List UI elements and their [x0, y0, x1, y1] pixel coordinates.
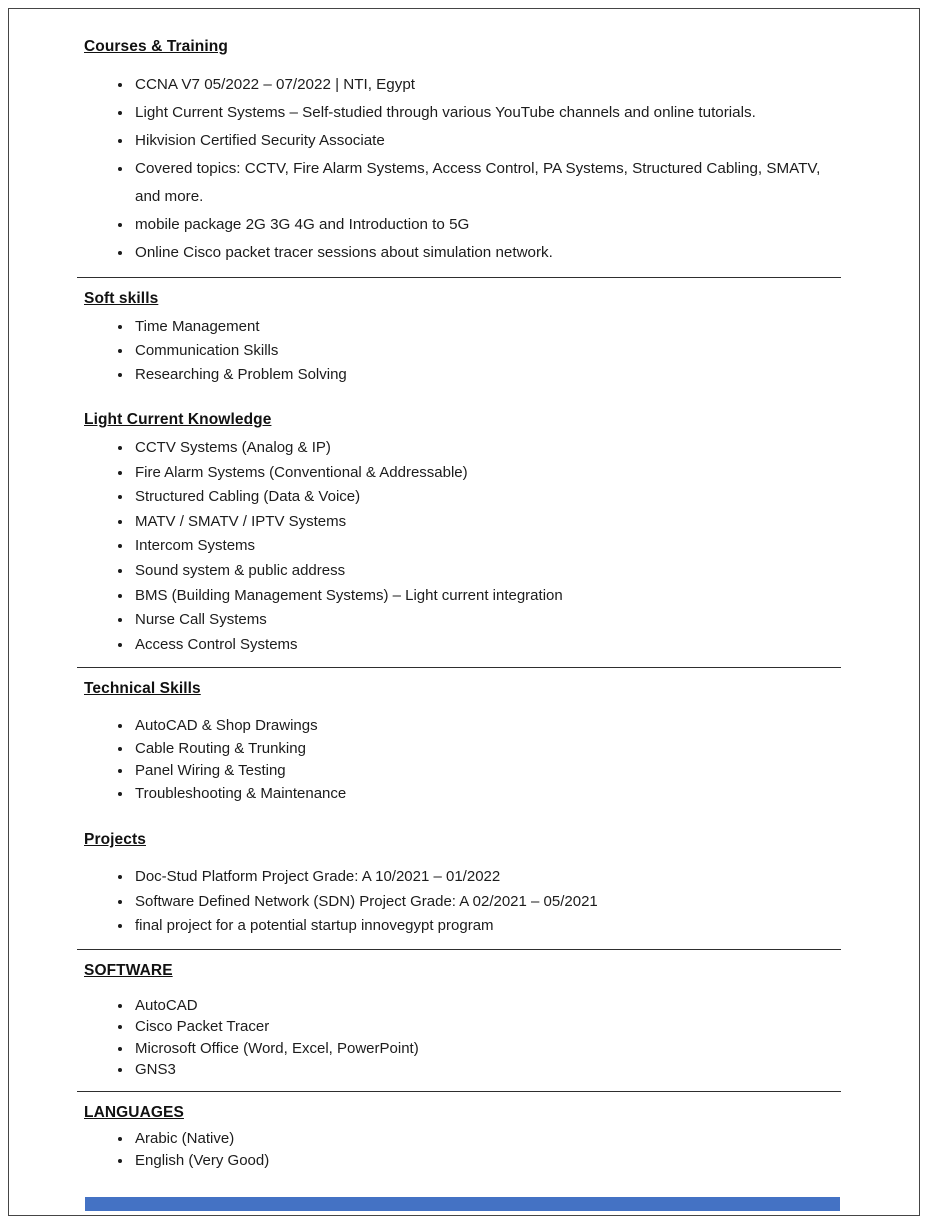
- resume-sections: [84, 38, 838, 1172]
- section-light-current-knowledge: [84, 411, 838, 657]
- bullet-item: • Fire Alarm Systems (Conventional & Addressable): [133, 461, 838, 486]
- section-divider: [77, 1091, 841, 1092]
- bullet-item: • MATV / SMATV / IPTV Systems: [133, 510, 838, 535]
- bullet-item: • Troubleshooting & Maintenance: [133, 783, 838, 806]
- section-title: Courses & Training: [84, 38, 228, 55]
- section-projects: [84, 831, 838, 939]
- bullet-item: • Hikvision Certified Security Associate: [133, 127, 838, 155]
- bullet-item: • AutoCAD & Shop Drawings: [133, 715, 838, 738]
- bullet-item: • Online Cisco packet tracer sessions about simulation network.: [133, 239, 838, 267]
- bullet-item: • Intercom Systems: [133, 534, 838, 559]
- bullet-item: • Panel Wiring & Testing: [133, 760, 838, 783]
- section-title: Soft skills: [84, 290, 159, 307]
- section-title: Technical Skills: [84, 680, 201, 698]
- section-divider: [77, 949, 841, 950]
- section-title: SOFTWARE: [84, 961, 173, 979]
- bullet-item: • Light Current Systems – Self-studied through various YouTube channels and online tutorials.: [133, 99, 838, 127]
- section-title: LANGUAGES: [84, 1103, 184, 1121]
- bullet-item: • Arabic (Native): [133, 1128, 838, 1150]
- bullet-list: [84, 436, 838, 657]
- bullet-item: • Researching & Problem Solving: [133, 363, 838, 387]
- footer-accent-bar: [85, 1197, 840, 1211]
- bullet-item: • CCNA V7 05/2022 – 07/2022 | NTI, Egypt: [133, 71, 838, 99]
- section-courses-training: [84, 38, 838, 267]
- bullet-item: • Time Management: [133, 315, 838, 339]
- bullet-item: • Covered topics: CCTV, Fire Alarm Systems, Access Control, PA Systems, Structured Cabling, SMATV, and more.: [133, 155, 838, 211]
- bullet-item: • final project for a potential startup innovegypt program: [133, 914, 838, 939]
- bullet-list: [84, 315, 838, 387]
- bullet-item: • Doc-Stud Platform Project Grade: A 10/2021 – 01/2022: [133, 865, 838, 890]
- bullet-item: • CCTV Systems (Analog & IP): [133, 436, 838, 461]
- bullet-item: • AutoCAD: [133, 995, 838, 1017]
- bullet-item: • Structured Cabling (Data & Voice): [133, 485, 838, 510]
- bullet-item: • BMS (Building Management Systems) – Light current integration: [133, 584, 838, 609]
- bullet-item: • Sound system & public address: [133, 559, 838, 584]
- bullet-item: • Communication Skills: [133, 339, 838, 363]
- bullet-item: • Cisco Packet Tracer: [133, 1016, 838, 1038]
- section-software: [84, 962, 838, 1081]
- bullet-list: [84, 715, 838, 805]
- bullet-item: • mobile package 2G 3G 4G and Introduction to 5G: [133, 211, 838, 239]
- bullet-item: • English (Very Good): [133, 1150, 838, 1172]
- section-title: Projects: [84, 831, 146, 849]
- bullet-item: • Microsoft Office (Word, Excel, PowerPoint): [133, 1038, 838, 1060]
- bullet-item: • Software Defined Network (SDN) Project Grade: A 02/2021 – 05/2021: [133, 890, 838, 915]
- section-languages: [84, 1104, 838, 1172]
- bullet-item: • Nurse Call Systems: [133, 608, 838, 633]
- bullet-item: • GNS3: [133, 1059, 838, 1081]
- bullet-list: [84, 995, 838, 1081]
- bullet-item: • Access Control Systems: [133, 633, 838, 658]
- section-soft-skills: [84, 290, 838, 387]
- section-divider: [77, 667, 841, 668]
- bullet-list: [84, 71, 838, 267]
- section-title: Light Current Knowledge: [84, 411, 272, 428]
- section-divider: [77, 277, 841, 278]
- bullet-list: [84, 865, 838, 939]
- section-technical-skills: [84, 680, 838, 805]
- bullet-item: • Cable Routing & Trunking: [133, 738, 838, 761]
- bullet-list: [84, 1128, 838, 1172]
